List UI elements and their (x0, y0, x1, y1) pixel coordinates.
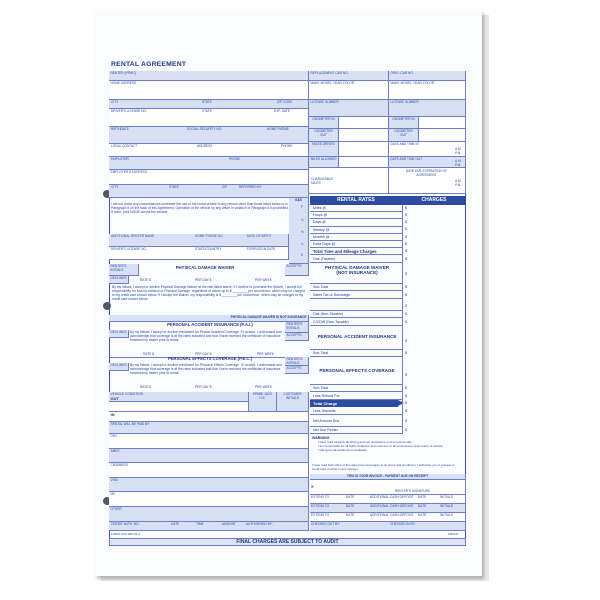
odometer-in-label-box (309, 117, 339, 129)
gas-taxable-label: Gas (Taxable) (313, 256, 336, 261)
employer-address-field[interactable] (109, 170, 309, 185)
license-number-field-2[interactable] (389, 100, 466, 117)
date-time-out-label: DATE AND TIME OUT (390, 157, 423, 161)
pai-declines-label: DECLINES (110, 330, 127, 334)
contact-phone-label: PHONE (281, 144, 293, 148)
rates-pai-title: PERSONAL ACCIDENT INSURANCE (317, 334, 397, 339)
gas-mark-empty: E (301, 253, 304, 257)
payment-method-label: CB/DINERS (110, 463, 128, 468)
rate-row-2 (310, 212, 402, 219)
city-state-zip-row[interactable] (109, 100, 309, 109)
make-model-label-2: MAKE-MODEL-YEAR-COLOR (390, 81, 435, 85)
subtotal-label-3: Sub-Total (313, 386, 329, 391)
replacement-car-label: REPLACEMENT CAR NO. (310, 71, 349, 75)
charge-dollar-8: $ (405, 256, 407, 261)
extension-field-label: ADDITIONAL CASH DEPOSIT (370, 513, 414, 517)
extension-field-label: DATE (346, 495, 355, 499)
net-amount-row (310, 415, 402, 427)
am-pm-label-3: A.M. P.M. (455, 179, 462, 187)
license-number-label-1: LICENSE NUMBER (310, 100, 339, 104)
employer-state-label: STATE (169, 185, 179, 189)
pec-per-week-label: PER WEEK (255, 385, 272, 389)
renter-print-label: RENTER (PRINT) (110, 71, 137, 75)
gas-gauge[interactable] (289, 198, 309, 264)
city-label: CITY (111, 100, 119, 104)
total-charge-row (310, 400, 398, 407)
make-model-field-1[interactable] (309, 81, 389, 100)
replacement-car-field[interactable] (309, 71, 389, 81)
agreement-clause: I will not under any circumstances surrender the use of the rental vehicle to any person other than those listed below or in Paragraph 6 on the back of this Agreement. Operation of the vehicle by any driver in violation of Paragraph 6 is prohibited. If none, print NONE across the section. (111, 202, 289, 215)
cdw-non-taxable-label: C/CDW (Non-Taxable) (313, 319, 349, 324)
rates-pdw-sub-text: (NOT INSURANCE) (336, 270, 378, 276)
pec-rate-label: RATE $ (140, 385, 151, 389)
rate-row-label: Months @ (313, 234, 330, 239)
rate-row-label: Weekly @ (313, 227, 330, 232)
charge-dollar-9: $ (405, 272, 407, 276)
local-contact-row[interactable] (109, 144, 309, 157)
pdw-per-week-label: PER WEEK (255, 278, 272, 282)
total-time-mileage-row (310, 248, 402, 255)
charge-dollar-6: $ (405, 242, 407, 246)
pec-text: By my initials, I accept or decline enrollment for Personal Effects Coverage. If I accept, I understand and acknowledge that coverage is at the rates indicated and that I have received the certificate of insurance furnished by dealer prior to rental. (130, 363, 282, 376)
subtotal-label-1: Sub-Total (313, 285, 329, 290)
gas-taxable-row (310, 256, 402, 263)
spare-jack-box[interactable] (249, 392, 277, 412)
rental-rates-header: RENTAL RATES (310, 196, 402, 205)
renter-signature-label: RENTER'S SIGNATURE (395, 489, 431, 493)
ssn-label: SOCIAL SECURITY NO. (187, 127, 223, 131)
charge-dollar-22: $ (405, 419, 407, 423)
rates-pec-title: PERSONAL EFFECTS COVERAGE (319, 368, 395, 373)
miles-driven-field[interactable] (339, 142, 389, 157)
exp-date-label: EXP. DATE (274, 109, 291, 113)
less-refund-row (310, 393, 402, 400)
front-label: FRONT (448, 532, 459, 536)
home-address-label: HOME ADDRESS (110, 81, 137, 85)
extension-field-label: DATE (418, 513, 427, 517)
signature-x-mark: X (311, 484, 314, 489)
warning-line-2: I am responsible for all traffic violations and must turn in all summonses upon return of vehicle. (318, 443, 444, 448)
employer-label: EMPLOYER (111, 157, 129, 161)
payment-method-label: VISA (110, 477, 118, 482)
pdw-initials-label: RENTER'S INITIALS (110, 264, 127, 272)
gas-non-taxable-row (310, 311, 402, 318)
rates-pdw-title-text: PHYSICAL DAMAGE WAIVER (324, 265, 390, 270)
net-due-renter-row (310, 427, 402, 434)
charge-dollar-4: $ (405, 227, 407, 231)
pec-initials-label: RENTER'S INITIALS (286, 357, 303, 365)
additional-license-label: DRIVER'S LICENSE NO. (111, 247, 147, 251)
credit-amount-label: AMOUNT (222, 522, 236, 526)
extension-field-label: EXTEND TO (311, 495, 330, 499)
odometer-in-field-2[interactable] (419, 117, 466, 129)
total-time-mileage-label: Total Time and Mileage Charges (313, 248, 377, 254)
date-time-in-label: DATE AND TIME IN (390, 142, 419, 146)
extension-field-label: INITIALS (440, 504, 453, 508)
extension-row[interactable] (310, 513, 466, 522)
gas-mark-full: F (301, 205, 303, 209)
odometer-in-label: ODOMETER IN (312, 117, 335, 121)
credit-date-label: DATE (171, 522, 180, 526)
gas-mark-quarter: ¼ (301, 242, 304, 246)
home-phone-label: HOME PHONE (267, 127, 289, 131)
odometer-out-label-2: ODOMETER OUT (394, 129, 413, 137)
charges-divider (402, 205, 403, 434)
odometer-out-label-box-2 (389, 129, 419, 142)
additional-renter-row[interactable] (109, 234, 289, 247)
orig-car-label: ORIG. CAR NO. (390, 71, 414, 75)
payment-method-label: MC (110, 492, 116, 497)
credit-time-label: TIME (196, 522, 204, 526)
rate-row-label: Hours @ (313, 213, 328, 218)
pai-initials-label: RENTER'S INITIALS (286, 322, 303, 330)
license-state-label: STATE (202, 109, 212, 113)
additional-license-row[interactable] (109, 247, 289, 260)
condition-in-label: IN (110, 412, 115, 417)
pdw-initials-box[interactable] (109, 264, 139, 276)
charge-dollar-10: $ (405, 285, 407, 289)
zip-label: ZIP CODE (277, 100, 292, 104)
charge-dollar-16: $ (405, 351, 407, 355)
pai-title: PERSONAL ACCIDENT INSURANCE (P.A.I.) (167, 322, 253, 327)
extension-row[interactable] (310, 504, 466, 513)
less-deposits-row (310, 408, 402, 415)
warning-title: WARNING (312, 436, 330, 440)
charge-dollar-2: $ (405, 213, 407, 217)
checked-out-label: CHECKED OUT BY: (311, 522, 340, 526)
charge-dollar-7: $ (405, 249, 407, 253)
charge-dollar-18: $ (405, 386, 407, 390)
payment-method-row[interactable] (109, 434, 309, 449)
pdw-declines-box[interactable] (109, 276, 129, 284)
date-time-out-field[interactable] (389, 157, 466, 168)
contact-address-label: ADDRESS (197, 144, 213, 148)
pdw-rate-label: RATE $ (140, 278, 151, 282)
pec-declines-box[interactable] (109, 363, 129, 371)
charge-dollar-13: $ (405, 312, 407, 316)
pec-accepts-label: ACCEPTS (286, 366, 302, 370)
charge-dollar-20: $ (405, 401, 407, 405)
license-number-label-2: LICENSE NUMBER (390, 100, 419, 104)
charge-dollar-14: $ (405, 319, 407, 324)
odometer-out-label: ODOMETER OUT (314, 129, 333, 137)
extension-field-label: ADDITIONAL CASH DEPOSIT (370, 495, 414, 499)
customer-initials-box[interactable] (277, 392, 309, 412)
rate-row-3 (310, 219, 402, 226)
gas-non-taxable-label: Gas (Non-Taxable) (313, 312, 344, 317)
additional-dob-label: DATE OF BIRTH (247, 234, 271, 238)
employer-city-row[interactable] (109, 185, 309, 198)
less-refund-label: Less Refund For (313, 393, 340, 398)
pai-accepts-label: ACCEPTS (286, 333, 302, 337)
checked-row[interactable] (310, 522, 466, 531)
total-charge-label: Total Charge (313, 401, 338, 406)
pai-declines-box[interactable] (109, 330, 129, 338)
pec-accepts-box[interactable] (285, 366, 309, 374)
gas-mark-half: ½ (301, 230, 304, 234)
sales-tax-row (310, 292, 402, 299)
net-due-renter-label: Net Due Renter (313, 428, 338, 433)
am-pm-label-1: A.M. P.M. (455, 147, 462, 155)
pai-initials-box[interactable] (285, 322, 309, 333)
spare-jack-label: SPARE JACK O.K. (252, 392, 273, 400)
license-number-field-1[interactable] (309, 100, 389, 117)
pec-per-day-label: PER DAY $ (195, 385, 212, 389)
birthdate-label: BIRTHDATE (111, 127, 129, 131)
blank-row (310, 299, 402, 311)
payment-method-row[interactable] (109, 478, 309, 493)
subtotal-row-2 (310, 350, 402, 357)
additional-renter-label: ADDITIONAL RENTER NAME (111, 234, 155, 238)
gas-label: GAS (295, 198, 302, 202)
employer-zip-label: ZIP (222, 185, 227, 189)
additional-state-label: STATE/COUNTRY (195, 247, 222, 251)
extension-field-label: DATE (346, 504, 355, 508)
cdw-non-taxable-row (310, 319, 402, 326)
payment-method-label: AMEX (110, 448, 120, 453)
credit-auth-row[interactable] (109, 522, 309, 531)
employer-address-label: EMPLOYER'S ADDRESS (110, 170, 148, 174)
pai-text: By my initials, I accept or decline enrollment for Person Accident Coverage. If I accept, I understand and acknowledge that coverage is at the rates indicated and that I have received the certificate of insurance furnished by dealer prior to rental. (130, 330, 282, 343)
additional-phone-label: HOME PHONE NO. (195, 234, 224, 238)
pai-per-week-label: PER WEEK (257, 352, 274, 356)
rate-row-label: Miles @ (313, 206, 327, 211)
condition-in-field[interactable] (109, 412, 309, 422)
miles-allowed-field[interactable] (339, 157, 389, 168)
extension-row[interactable] (310, 495, 466, 504)
date-due-label: DATE DUE EXPIRATION OF AGREEMENT (405, 169, 448, 177)
footer-bar (109, 538, 466, 546)
employer-phone-label: PHONE (229, 157, 241, 161)
charge-dollar-21: $ (405, 408, 407, 413)
employer-city-label: CITY (111, 185, 119, 189)
pdw-accepts-label: ACCEPTS (286, 264, 302, 268)
make-model-label-1: MAKE-MODEL-YEAR-COLOR (310, 81, 355, 85)
customer-initials-label: CUSTOMER INITIALS (283, 392, 302, 400)
extension-field-label: DATE (346, 513, 355, 517)
net-amount-label: Net Amount Due (313, 418, 340, 423)
odometer-in-label-2: ODOMETER IN (392, 117, 415, 121)
pdw-not-insurance-row (109, 315, 309, 322)
extension-field-label: INITIALS (440, 495, 453, 499)
make-model-field-2[interactable] (389, 81, 466, 100)
charge-dollar-12: $ (405, 304, 407, 308)
warning-agree: I have read both sides of this agreement and agree to its terms and conditions. I authorize you to process a credit card voucher in any charges. (312, 464, 455, 471)
pai-rate-label: RATE $ (143, 352, 154, 356)
subtotal-row-3 (310, 385, 402, 392)
paid-by-header (109, 422, 309, 434)
payment-method-row[interactable] (109, 492, 309, 507)
less-deposits-label: Less Deposits (313, 408, 336, 413)
date-time-in-field[interactable] (389, 142, 466, 157)
miles-driven-label: MILES DRIVEN (312, 142, 335, 146)
pai-per-day-label: PER DAY $ (195, 352, 212, 356)
referred-by-label: REFERRED BY (239, 185, 262, 189)
payment-method-row[interactable] (109, 463, 309, 478)
pec-initials-box[interactable] (285, 357, 309, 366)
employer-row[interactable] (109, 157, 309, 170)
gas-mark-three-quarter: ¾ (301, 218, 304, 222)
renter-print-field[interactable] (109, 71, 309, 81)
odometer-in-label-box-2 (389, 117, 419, 129)
sales-tax-label: Sales Tax or Surcharge (313, 292, 351, 297)
charge-dollar-17: $ (405, 373, 407, 377)
rate-row-4 (310, 227, 402, 234)
license-row[interactable] (109, 109, 309, 127)
charge-dollar-1: $ (405, 206, 407, 210)
miles-allowed-label: MILES ALLOWED (310, 157, 337, 161)
am-pm-label-2: A.M. P.M. (455, 159, 462, 167)
pdw-accepts-box[interactable] (285, 264, 309, 276)
extension-field-label: ADDITIONAL CASH DEPOSIT (370, 504, 414, 508)
charge-dollar-5: $ (405, 235, 407, 239)
credit-auth-label: CREDIT AUTH. NO. (111, 522, 140, 526)
miles-allowed-label-box (309, 157, 339, 168)
payment-method-row[interactable] (109, 507, 309, 522)
odometer-out-field-2[interactable] (419, 129, 466, 142)
pdw-declines-label: DECLINES (110, 276, 127, 280)
renter-signature-field[interactable] (310, 480, 466, 495)
vehicle-condition-header (109, 392, 249, 402)
odometer-in-field[interactable] (339, 117, 389, 129)
charge-dollar-15: $ (405, 339, 407, 343)
subtotal-row-1 (310, 284, 402, 291)
additional-exp-label: EXPIRATION DATE (247, 247, 276, 251)
extension-field-label: DATE (418, 504, 427, 508)
extension-field-label: EXTEND TO (311, 504, 330, 508)
footer-text: FINAL CHARGES ARE SUBJECT TO AUDIT (236, 539, 339, 545)
license-label: DRIVER'S LICENSE NO. (111, 109, 147, 113)
payment-method-label: DRC (110, 434, 118, 438)
rates-pdw-title (315, 265, 399, 275)
warning-line-3: I will report all accidents immediately. (318, 447, 368, 452)
pdw-title: PHYSICAL DAMAGE WAIVER (175, 265, 235, 270)
date-due-field[interactable] (389, 168, 466, 194)
rate-row-label: Extra Days @ (313, 242, 336, 247)
pec-title: PERSONAL EFFECTS COVERAGE (P.E.C.) (167, 356, 253, 361)
subtotal-label-2: Sub-Total (313, 351, 329, 356)
rate-row-label: Days @ (313, 220, 326, 225)
pdw-per-day-label: PER DAY $ (195, 278, 212, 282)
charges-header: CHARGES (402, 196, 466, 205)
charge-dollar-11: $ (405, 292, 407, 297)
rate-row-5 (310, 234, 402, 241)
odometer-out-field[interactable] (339, 129, 389, 142)
pdw-not-insurance-label: PHYSICAL DAMAGE WAIVER IS NOT INSURANCE (230, 315, 307, 319)
extension-field-label: INITIALS (440, 513, 453, 517)
orig-car-field[interactable] (389, 71, 466, 81)
paid-by-label: RENTAL WILL BE PAID BY (110, 422, 150, 426)
state-label: STATE (202, 100, 212, 104)
extension-field-label: DATE (418, 495, 427, 499)
birthdate-row[interactable] (109, 127, 309, 144)
chargeable-miles-field[interactable] (309, 168, 389, 194)
home-address-field[interactable] (109, 81, 309, 100)
odometer-out-label-box (309, 129, 339, 142)
condition-out-label: OUT (110, 395, 119, 401)
form-number: FORM CFD-282 PA-4 (111, 532, 141, 536)
payment-method-label: OTHER (110, 507, 122, 511)
condition-out-field[interactable] (109, 402, 249, 412)
invoice-banner-label: THIS IS YOUR INVOICE - PAYMENT DUE ON RECEIPT (346, 474, 429, 478)
form-title: RENTAL AGREEMENT (111, 61, 187, 68)
charge-dollar-3: $ (405, 220, 407, 224)
credit-authorized-label: AUTHORIZED BY: (246, 522, 273, 526)
charge-dollar-19: $ (405, 393, 407, 398)
extension-field-label: EXTEND TO (311, 513, 330, 517)
local-contact-label: LOCAL CONTACT (111, 144, 138, 148)
checked-in-label: CHECKED IN BY: (390, 522, 416, 526)
miles-driven-label-box (309, 142, 339, 157)
pec-declines-label: DECLINES (110, 363, 127, 367)
warning-line-1: I have read carefully all driving and use restrictions on the reverse side. (318, 441, 413, 444)
charge-dollar-23: $ (405, 428, 407, 432)
rate-row-1 (310, 205, 402, 212)
warning-lines (318, 441, 464, 461)
chargeable-miles-label: CHARGEABLE MILES (311, 177, 333, 185)
vehicle-condition-label: VEHICLE CONDITION (110, 392, 143, 396)
payment-method-row[interactable] (109, 449, 309, 464)
pai-accepts-box[interactable] (285, 333, 309, 341)
pdw-text: By my initials, I accept or decline Physical Damage Waiver at the rate listed above. If I decline to purchase the Waiver, I accept full responsibility for loss by collision or Physical Damage, regardless of cause up to $ ________ per occurrence, which may be charged to my credit card shown below. If I accept the Waiver, my responsibility is $ ________ per occurrence, which may be charged to my credit card shown below. (112, 285, 305, 302)
